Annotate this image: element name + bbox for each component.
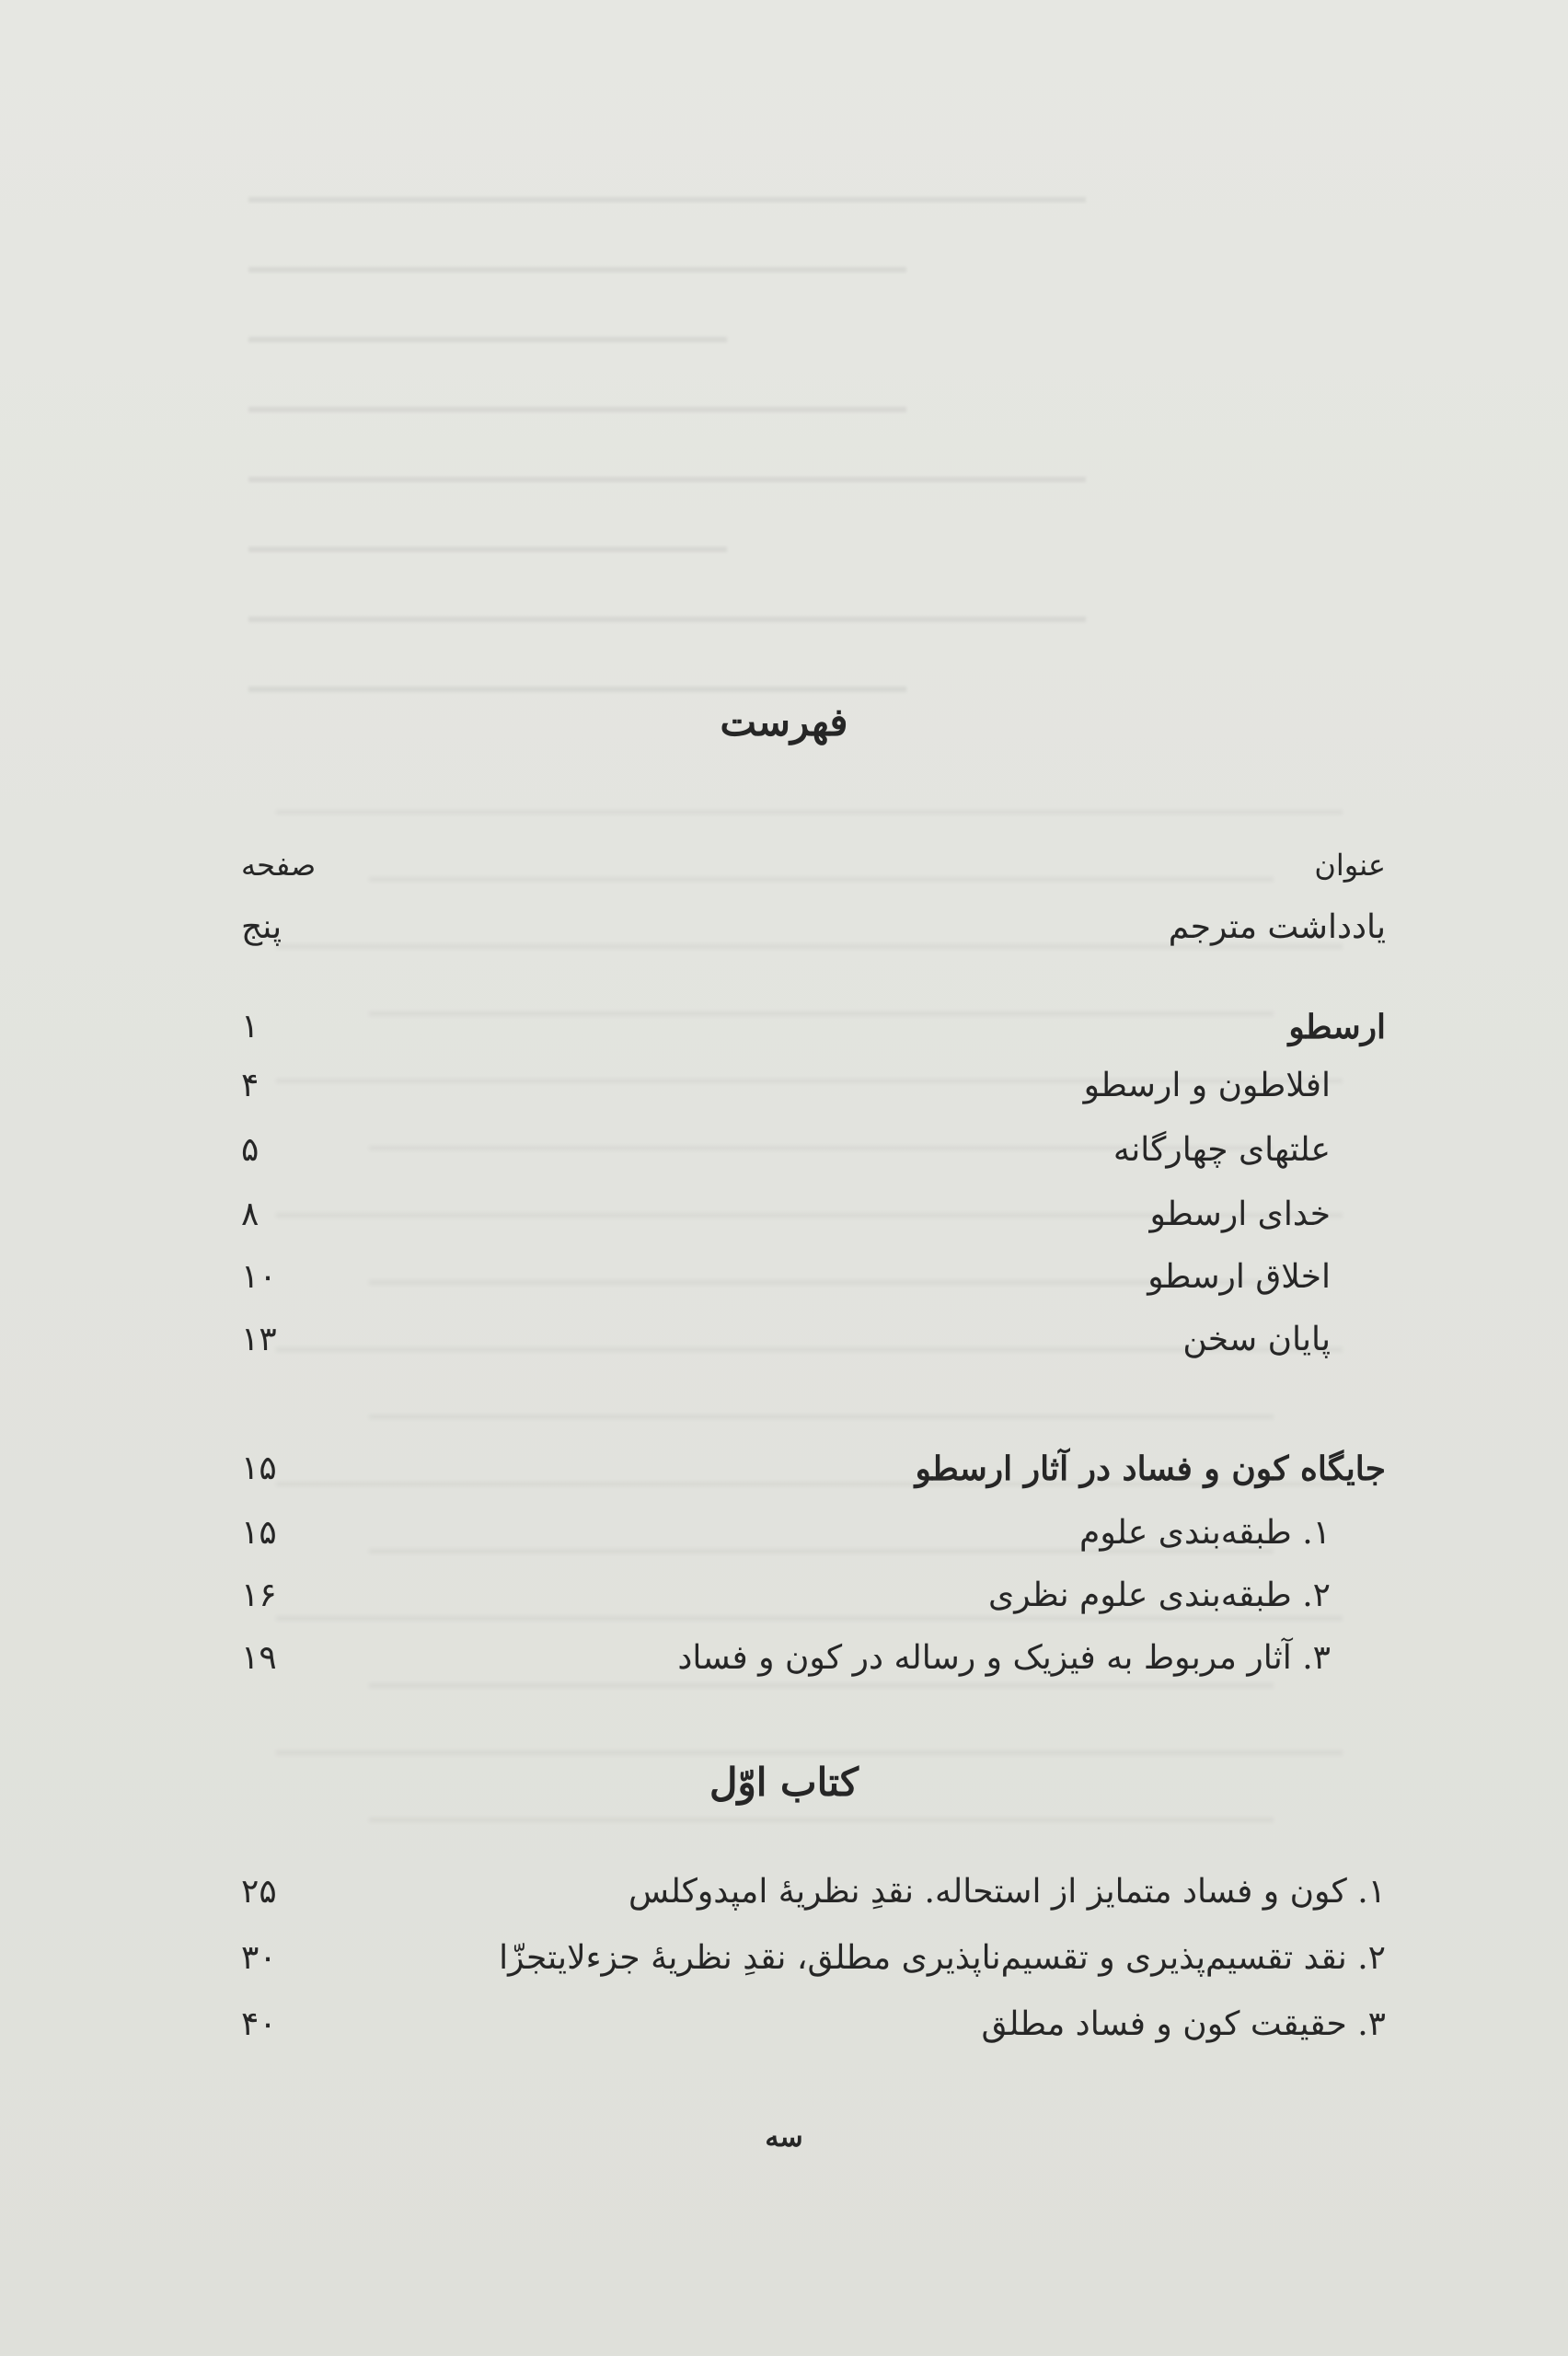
toc-entry-page: ۵ <box>241 1131 259 1169</box>
toc-entry <box>0 1933 1568 1984</box>
toc-entry-sub <box>0 1125 1568 1176</box>
toc-entry-page: ۱۶ <box>241 1576 277 1614</box>
toc-entry-page: ۸ <box>241 1195 259 1233</box>
title-column-label: عنوان <box>1314 848 1386 883</box>
toc-entry-sub <box>0 1189 1568 1241</box>
toc-entry-page: پنج <box>241 908 282 946</box>
toc-entry-page: ۱۵ <box>241 1514 277 1552</box>
toc-entry-sub <box>0 1507 1568 1559</box>
toc-entry-page: ۱۹ <box>241 1639 277 1677</box>
toc-entry-page: ۱۵ <box>241 1449 277 1487</box>
toc-entry-page: ۱۳ <box>241 1321 277 1358</box>
toc-entry-label: افلاطون و ارسطو <box>1083 1067 1331 1104</box>
toc-entry-label: خدای ارسطو <box>1149 1195 1331 1233</box>
toc-entry-main <box>0 1001 1568 1053</box>
toc-entry-label: جایگاه کون و فساد در آثار ارسطو <box>915 1449 1386 1488</box>
toc-entry-label: ۲. نقد تقسیم‌پذیری و تقسیم‌ناپذیری مطلق، نقدِ نظریهٔ جزءلایتجزّا <box>499 1939 1386 1977</box>
toc-entry-sub <box>0 1252 1568 1303</box>
section-title: کتاب اوّل <box>709 1760 859 1805</box>
toc-entry-page: ۴ <box>241 1067 259 1104</box>
toc-entry-page: ۳۰ <box>241 1939 277 1977</box>
toc-entry-label: ۱. کون و فساد متمایز از استحاله. نقدِ نظریهٔ امپدوکلس <box>628 1873 1386 1911</box>
toc-entry <box>0 1999 1568 2050</box>
toc-entry-label: ۳. حقیقت کون و فساد مطلق <box>981 2005 1386 2043</box>
toc-entry-main <box>0 1443 1568 1495</box>
toc-entry-label: یادداشت مترجم <box>1168 908 1386 946</box>
toc-entry-label: علتهای چهارگانه <box>1113 1131 1331 1169</box>
show-through-text <box>248 156 1445 672</box>
toc-entry-sub <box>0 1570 1568 1622</box>
page-title: فهرست <box>720 699 848 745</box>
page-column-label: صفحه <box>241 848 317 883</box>
toc-header-row <box>0 839 1568 891</box>
toc-entry-sub <box>0 1314 1568 1366</box>
toc-entry-label: اخلاق ارسطو <box>1147 1258 1331 1296</box>
toc-entry-label: ۲. طبقه‌بندی علوم نظری <box>988 1576 1331 1614</box>
toc-entry <box>0 1866 1568 1918</box>
toc-entry-page: ۴۰ <box>241 2005 277 2043</box>
toc-entry-label: ۳. آثار مربوط به فیزیک و رساله در کون و فساد <box>677 1639 1331 1677</box>
toc-entry-page: ۱۰ <box>241 1258 277 1296</box>
toc-entry-page: ۲۵ <box>241 1873 277 1911</box>
toc-entry <box>0 902 1568 953</box>
toc-entry-label: ۱. طبقه‌بندی علوم <box>1079 1514 1331 1552</box>
page-number: سه <box>765 2121 803 2154</box>
toc-entry-page: ۱ <box>241 1008 259 1045</box>
toc-entry-sub <box>0 1060 1568 1112</box>
toc-entry-label: ارسطو <box>1288 1008 1386 1046</box>
toc-entry-label: پایان سخن <box>1182 1321 1331 1358</box>
toc-entry-sub <box>0 1633 1568 1684</box>
